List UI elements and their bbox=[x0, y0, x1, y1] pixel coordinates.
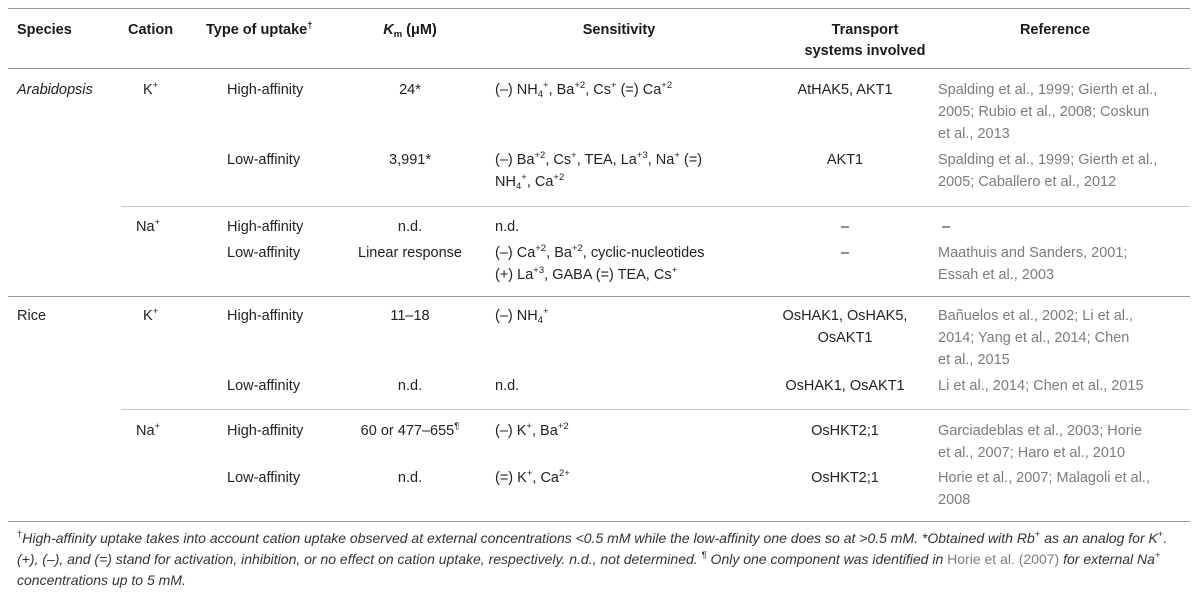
species-rice: Rice bbox=[17, 308, 47, 324]
sensitivity-row-1: (–) $NH_4^+$, $Ba^{+2}$, Cs+ (=) $Ca^{+2}$ bbox=[495, 80, 673, 100]
reference-row-7-line-2: et al., 2007; Haro et al., 2010 bbox=[938, 445, 1126, 461]
rule-after-arabidopsis bbox=[8, 296, 1190, 297]
reference-row-6: Li et al., 2014; Chen et al., 2015 bbox=[938, 378, 1144, 394]
cation-k-arabidopsis: K+ bbox=[143, 80, 159, 98]
header-transport-line-2: systems involved bbox=[804, 43, 926, 59]
rule-after-rice-k bbox=[121, 409, 1190, 410]
header-bottom-rule bbox=[8, 68, 1190, 69]
table-bottom-rule bbox=[8, 521, 1190, 522]
reference-row-3: – bbox=[942, 219, 951, 235]
reference-row-5-line-2: 2014; Yang et al., 2014; Chen bbox=[938, 330, 1130, 346]
transport-row-3: – bbox=[840, 219, 850, 235]
footnote-reference-link[interactable]: Horie et al. (2007) bbox=[947, 551, 1060, 567]
transport-row-8: OsHKT2;1 bbox=[811, 470, 879, 486]
sensitivity-row-2-line-1: (–) $Ba^{+2}$, Cs+, TEA, $La^{+3}$, Na+ (=) bbox=[495, 150, 703, 168]
reference-row-2-line-2: 2005; Caballero et al., 2012 bbox=[938, 174, 1117, 190]
type-row-6: Low-affinity bbox=[227, 378, 301, 394]
table-footnote: †High-affinity uptake takes into account cation uptake observed at external concentrations <0.5 mM while the low-affinity one does so at >0.5 mM. *Obtained with Rb+ as an analog for K+. (+), (–), and (=) stand for activation, inhibition, or no effect on cation uptake, respectively. n.d., not determined. ¶ Only one component was identified in Horie et al. (2007) for external Na+ concentrations up to 5 mM. bbox=[17, 529, 1168, 588]
sensitivity-row-6: n.d. bbox=[495, 378, 520, 394]
transport-row-2: AKT1 bbox=[826, 152, 864, 168]
header-km: $K_m$ (μM) bbox=[383, 22, 437, 40]
table-top-rule bbox=[8, 8, 1190, 9]
km-row-1: 24* bbox=[399, 82, 421, 98]
transport-row-1: AtHAK5, AKT1 bbox=[797, 82, 893, 98]
rule-after-arabidopsis-k bbox=[121, 206, 1190, 207]
km-row-2: 3,991* bbox=[389, 152, 431, 168]
sensitivity-row-4-line-1: (–) $Ca^{+2}$, $Ba^{+2}$, cyclic-nucleotides bbox=[495, 243, 705, 261]
sensitivity-row-4-line-2: (+) $La^{+3}$, GABA (=) TEA, Cs+ bbox=[495, 265, 678, 283]
transport-row-6: OsHAK1, OsAKT1 bbox=[785, 378, 905, 394]
species-arabidopsis: Arabidopsis bbox=[17, 82, 93, 98]
sensitivity-row-5: (–) $NH_4^+$ bbox=[495, 306, 549, 326]
km-row-5: 11–18 bbox=[390, 308, 430, 324]
type-row-3: High-affinity bbox=[227, 219, 304, 235]
type-row-1: High-affinity bbox=[227, 82, 304, 98]
reference-row-7-line-1: Garciadeblas et al., 2003; Horie bbox=[938, 423, 1142, 439]
header-transport-line-1: Transport bbox=[831, 22, 899, 38]
cation-na-arabidopsis: Na+ bbox=[136, 217, 161, 235]
reference-row-5-line-3: et al., 2015 bbox=[938, 352, 1010, 368]
type-row-5: High-affinity bbox=[227, 308, 304, 324]
cation-na-rice: Na+ bbox=[136, 421, 161, 439]
type-row-4: Low-affinity bbox=[227, 245, 301, 261]
reference-row-8-line-2: 2008 bbox=[938, 492, 971, 508]
header-sensitivity: Sensitivity bbox=[582, 22, 656, 38]
reference-row-5-line-1: Bañuelos et al., 2002; Li et al., bbox=[938, 308, 1134, 324]
reference-row-1-line-1: Spalding et al., 1999; Gierth et al., bbox=[938, 82, 1158, 98]
sensitivity-row-2-line-2: $NH_4^+$, $Ca^{+2}$ bbox=[495, 172, 565, 192]
reference-row-2-line-1: Spalding et al., 1999; Gierth et al., bbox=[938, 152, 1158, 168]
reference-row-4-line-1: Maathuis and Sanders, 2001; bbox=[938, 245, 1128, 261]
transport-row-7: OsHKT2;1 bbox=[811, 423, 879, 439]
type-row-2: Low-affinity bbox=[227, 152, 301, 168]
sensitivity-row-3: n.d. bbox=[495, 219, 520, 235]
sensitivity-row-7: (–) K+, $Ba^{+2}$ bbox=[495, 421, 569, 439]
transport-row-5-line-1: OsHAK1, OsHAK5, bbox=[782, 308, 908, 324]
header-species: Species bbox=[17, 22, 72, 38]
reference-row-4-line-2: Essah et al., 2003 bbox=[938, 267, 1055, 283]
type-row-7: High-affinity bbox=[227, 423, 304, 439]
header-reference: Reference bbox=[1019, 22, 1091, 38]
km-row-7: 60 or 477–655¶ bbox=[360, 421, 460, 439]
reference-row-8-line-1: Horie et al., 2007; Malagoli et al., bbox=[938, 470, 1150, 486]
reference-row-1-line-2: 2005; Rubio et al., 2008; Coskun bbox=[938, 104, 1150, 120]
header-cation: Cation bbox=[128, 22, 174, 38]
transport-row-4: – bbox=[840, 245, 850, 261]
sensitivity-row-8: (=) K+, $Ca^{2+}$ bbox=[495, 468, 570, 486]
km-row-6: n.d. bbox=[397, 378, 423, 394]
transport-row-5-line-2: OsAKT1 bbox=[817, 330, 873, 346]
km-row-8: n.d. bbox=[397, 470, 423, 486]
type-row-8: Low-affinity bbox=[227, 470, 301, 486]
reference-row-1-line-3: et al., 2013 bbox=[938, 126, 1010, 142]
km-row-4: Linear response bbox=[358, 245, 462, 261]
km-row-3: n.d. bbox=[397, 219, 423, 235]
header-type-of-uptake: Type of uptake† bbox=[206, 20, 313, 38]
cation-k-rice: K+ bbox=[143, 306, 159, 324]
